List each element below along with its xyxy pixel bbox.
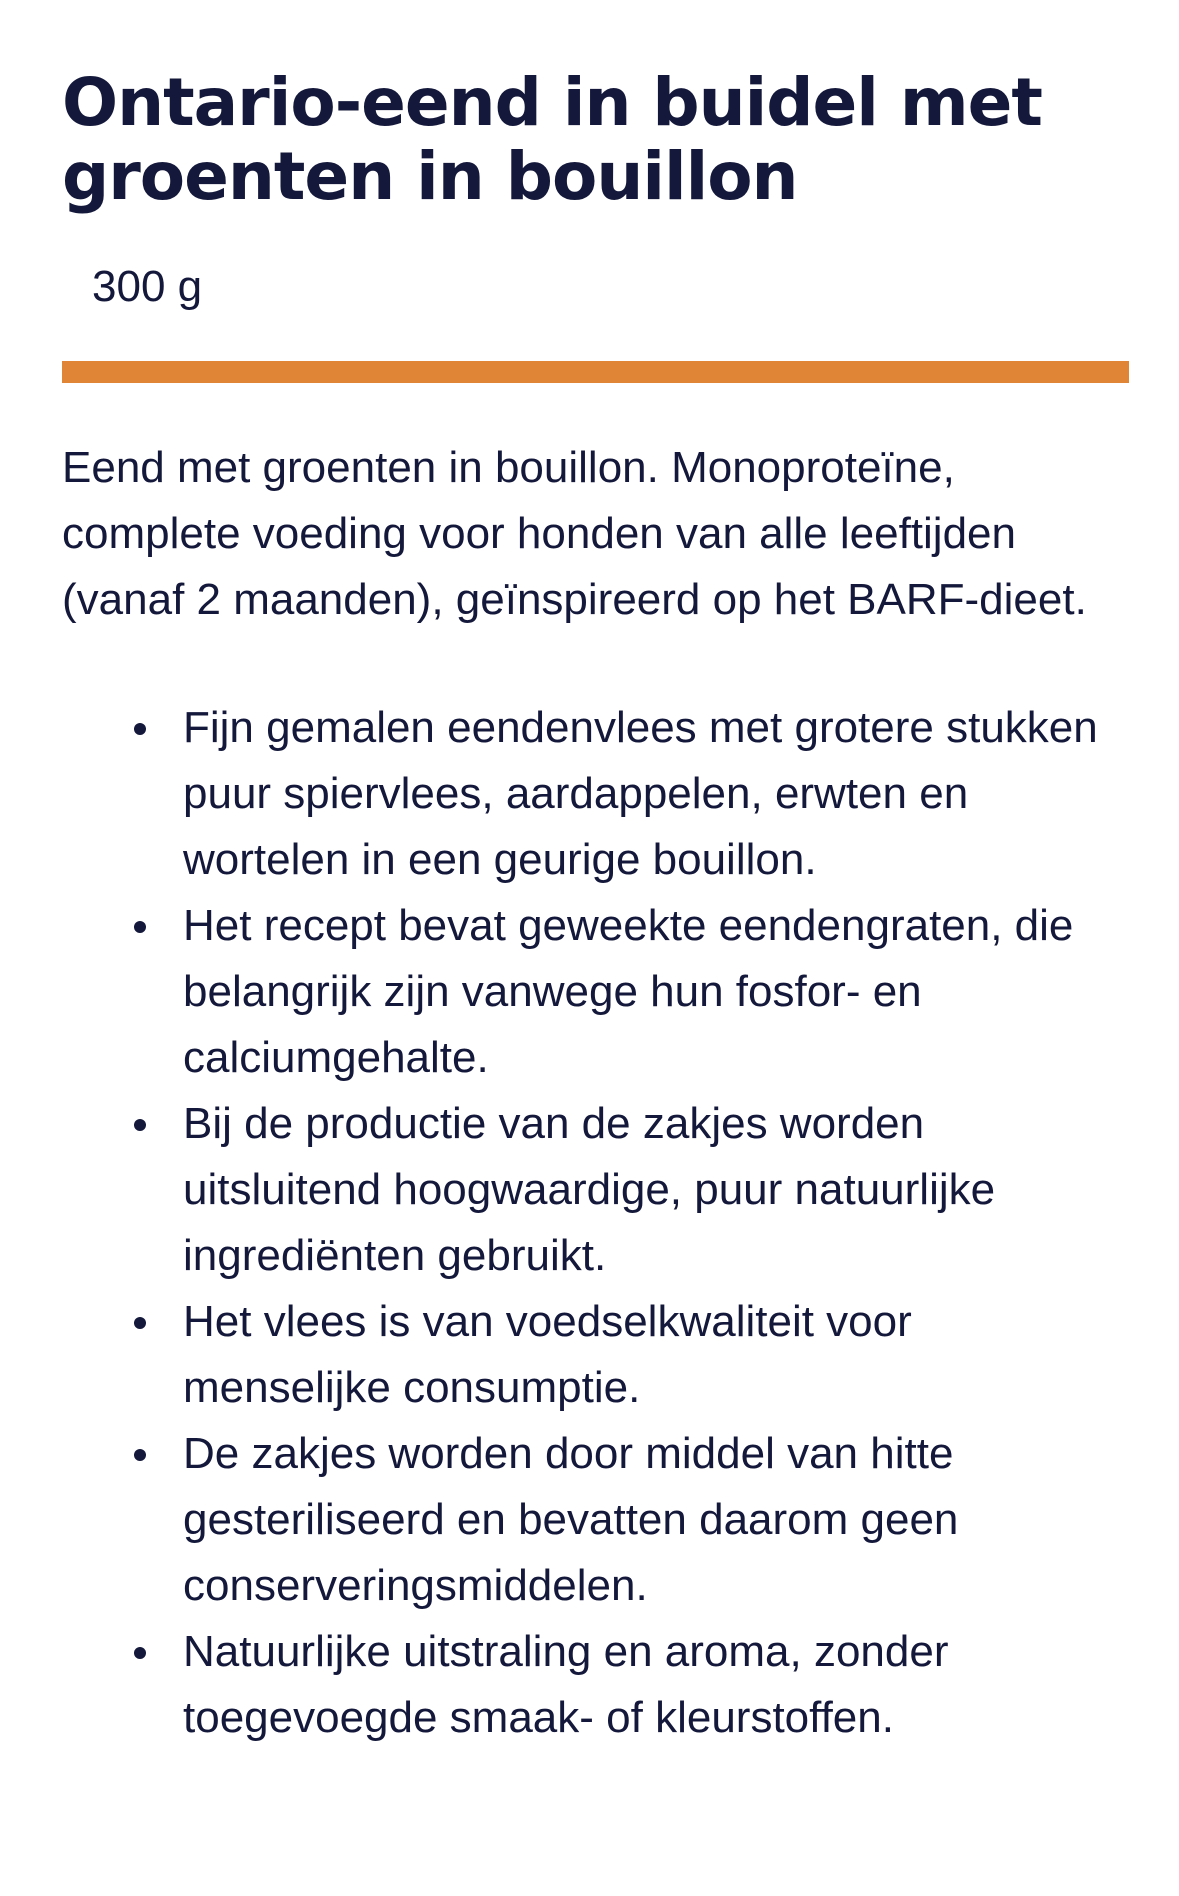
list-item [62, 1619, 1117, 1751]
list-item [62, 695, 1117, 893]
bullet-icon [134, 723, 146, 735]
feature-text: Bij de productie van de zakjes worden uitsluitend hoogwaardige, puur natuurlijke ingrediënten gebruikt. [183, 1099, 996, 1280]
bullet-icon [134, 1317, 146, 1329]
feature-text: De zakjes worden door middel van hitte gesteriliseerd en bevatten daarom geen conserveringsmiddelen. [183, 1429, 959, 1610]
feature-text: Het vlees is van voedselkwaliteit voor menselijke consumptie. [183, 1297, 912, 1412]
list-item [62, 1289, 1117, 1421]
bullet-icon [134, 1647, 146, 1659]
bullet-icon [134, 1119, 146, 1131]
feature-list [62, 695, 1117, 1751]
accent-divider [62, 361, 1129, 383]
feature-text: Het recept bevat geweekte eendengraten, die belangrijk zijn vanwege hun fosfor- en calciumgehalte. [183, 901, 1074, 1082]
list-item [62, 893, 1117, 1091]
feature-text: Natuurlijke uitstraling en aroma, zonder toegevoegde smaak- of kleurstoffen. [183, 1627, 949, 1742]
feature-text: Fijn gemalen eendenvlees met grotere stukken puur spiervlees, aardappelen, erwten en wortelen in een geurige bouillon. [183, 703, 1098, 884]
product-title: Ontario-eend in buidel met groenten in bouillon [62, 64, 1042, 215]
bullet-icon [134, 1449, 146, 1461]
list-item [62, 1091, 1117, 1289]
bullet-icon [134, 921, 146, 933]
list-item [62, 1421, 1117, 1619]
product-description: Eend met groenten in bouillon. Monoproteïne, complete voeding voor honden van alle leeftijden (vanaf 2 maanden), geïnspireerd op het BARF-dieet. [62, 443, 1087, 624]
product-weight: 300 g [92, 262, 203, 311]
